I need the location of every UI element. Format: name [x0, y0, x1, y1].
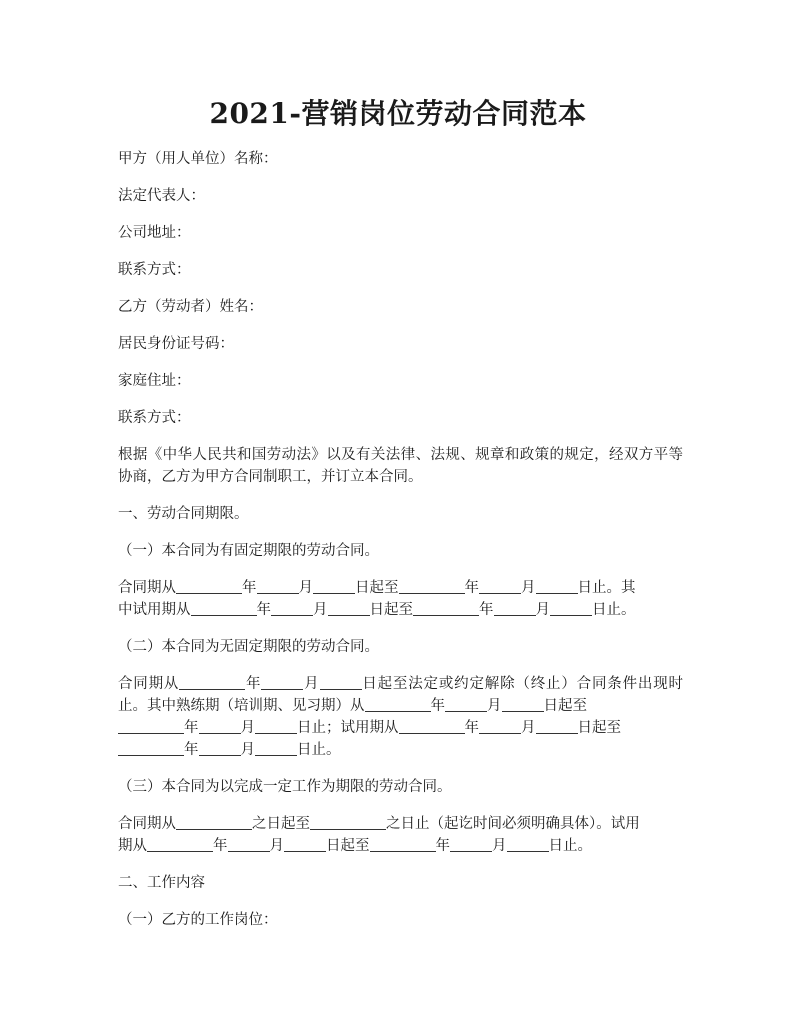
- blank-line: [118, 740, 184, 756]
- blank-line: [479, 578, 521, 594]
- blank-line: [255, 718, 297, 734]
- text-fragment: 日止。: [297, 742, 341, 758]
- text-fragment: 年: [184, 720, 199, 736]
- text-fragment: 年: [213, 838, 228, 854]
- section-2-heading: 二、工作内容: [118, 875, 205, 891]
- section-1-item-1: （一）本合同为有固定期限的劳动合同。: [118, 543, 379, 559]
- blank-line: [199, 740, 241, 756]
- blank-line: [255, 740, 297, 756]
- text-fragment: 试用期从: [340, 720, 399, 736]
- text-fragment: 月: [303, 676, 320, 692]
- party-b-contact-field: 联系方式：: [118, 410, 191, 426]
- blank-line: [191, 600, 257, 616]
- blank-line: [176, 814, 252, 830]
- blank-line: [494, 600, 536, 616]
- text-fragment: 日止。: [592, 602, 636, 618]
- text-fragment: 日止；: [297, 720, 341, 736]
- blank-line: [399, 718, 465, 734]
- party-a-name-field: 甲方（用人单位）名称：: [118, 151, 278, 167]
- company-address-field: 公司地址：: [118, 225, 191, 241]
- document-title: 2021-营销岗位劳动合同范本: [209, 97, 587, 130]
- party-a-contact-field: 联系方式：: [118, 262, 191, 278]
- text-fragment: 月: [521, 580, 536, 596]
- text-fragment: 月: [313, 602, 328, 618]
- id-number-field: 居民身份证号码：: [118, 336, 234, 352]
- preamble-paragraph: 根据《中华人民共和国劳动法》以及有关法律、法规、规章和政策的规定，经双方平等协商，乙方为甲方合同制职工，并订立本合同。: [118, 447, 683, 485]
- section-1-item-2: （二）本合同为无固定期限的劳动合同。: [118, 639, 379, 655]
- blank-line: [320, 674, 362, 690]
- text-fragment: 日起至: [543, 698, 587, 714]
- text-fragment: 合同期从: [118, 816, 176, 832]
- blank-line: [176, 578, 242, 594]
- blank-line: [147, 836, 213, 852]
- blank-line: [413, 600, 479, 616]
- document-body: [118, 148, 683, 946]
- text-fragment: 年: [464, 720, 479, 736]
- text-fragment: 期从: [118, 838, 147, 854]
- blank-line: [118, 718, 184, 734]
- fixed-term-clause: [118, 577, 683, 621]
- party-b-name-field: 乙方（劳动者）姓名：: [118, 299, 263, 315]
- blank-line: [271, 600, 313, 616]
- blank-line: [310, 814, 386, 830]
- blank-line: [370, 836, 436, 852]
- text-fragment: 合同期从: [118, 580, 176, 596]
- text-fragment: 年: [464, 580, 479, 596]
- text-fragment: 年: [479, 602, 494, 618]
- text-fragment: 日止。: [548, 838, 592, 854]
- section-2-item-1: （一）乙方的工作岗位：: [118, 912, 278, 928]
- blank-line: [479, 718, 521, 734]
- text-fragment: 年: [245, 676, 262, 692]
- text-fragment: 中试用期从: [118, 602, 191, 618]
- text-fragment: 月: [535, 602, 550, 618]
- text-fragment: 日起至: [326, 838, 370, 854]
- text-fragment: 年: [435, 838, 450, 854]
- section-1-item-3: （三）本合同为以完成一定工作为期限的劳动合同。: [118, 779, 452, 795]
- blank-line: [365, 696, 431, 712]
- blank-line: [199, 718, 241, 734]
- text-fragment: 日止。: [577, 580, 621, 596]
- blank-line: [261, 674, 303, 690]
- blank-line: [536, 578, 578, 594]
- text-fragment: 日起至: [577, 720, 621, 736]
- blank-line: [313, 578, 355, 594]
- text-fragment: 日起至: [355, 580, 399, 596]
- text-fragment: 年: [184, 742, 199, 758]
- text-fragment: 月: [521, 720, 536, 736]
- blank-line: [328, 600, 370, 616]
- blank-line: [507, 836, 549, 852]
- open-term-clause: [118, 673, 683, 761]
- blank-line: [257, 578, 299, 594]
- blank-line: [399, 578, 465, 594]
- legal-representative-field: 法定代表人：: [118, 188, 205, 204]
- text-fragment: 月: [492, 838, 507, 854]
- blank-line: [284, 836, 326, 852]
- blank-line: [445, 696, 487, 712]
- text-fragment: 之日起至: [252, 816, 310, 832]
- blank-line: [536, 718, 578, 734]
- text-fragment: 月: [298, 580, 313, 596]
- text-fragment: 月: [240, 742, 255, 758]
- blank-line: [179, 674, 245, 690]
- blank-line: [550, 600, 592, 616]
- text-fragment: 月: [269, 838, 284, 854]
- task-term-clause: [118, 813, 683, 857]
- text-fragment: 月: [487, 698, 502, 714]
- text-fragment: 日起至法定或约定解除（终止）合同条件出现时止。其中熟练期（培训期、见习期）从: [118, 676, 684, 714]
- text-fragment: 合同期从: [118, 676, 180, 692]
- section-1-heading: 一、劳动合同期限。: [118, 506, 249, 522]
- blank-line: [502, 696, 544, 712]
- text-fragment: 年: [242, 580, 257, 596]
- text-fragment: 之日止（起讫时间必须明确具体）。试用: [386, 816, 640, 832]
- text-fragment: 年: [256, 602, 271, 618]
- blank-line: [450, 836, 492, 852]
- text-fragment: 其: [621, 580, 636, 596]
- text-fragment: 月: [240, 720, 255, 736]
- text-fragment: 日起至: [369, 602, 413, 618]
- blank-line: [228, 836, 270, 852]
- text-fragment: 年: [430, 698, 445, 714]
- home-address-field: 家庭住址：: [118, 373, 191, 389]
